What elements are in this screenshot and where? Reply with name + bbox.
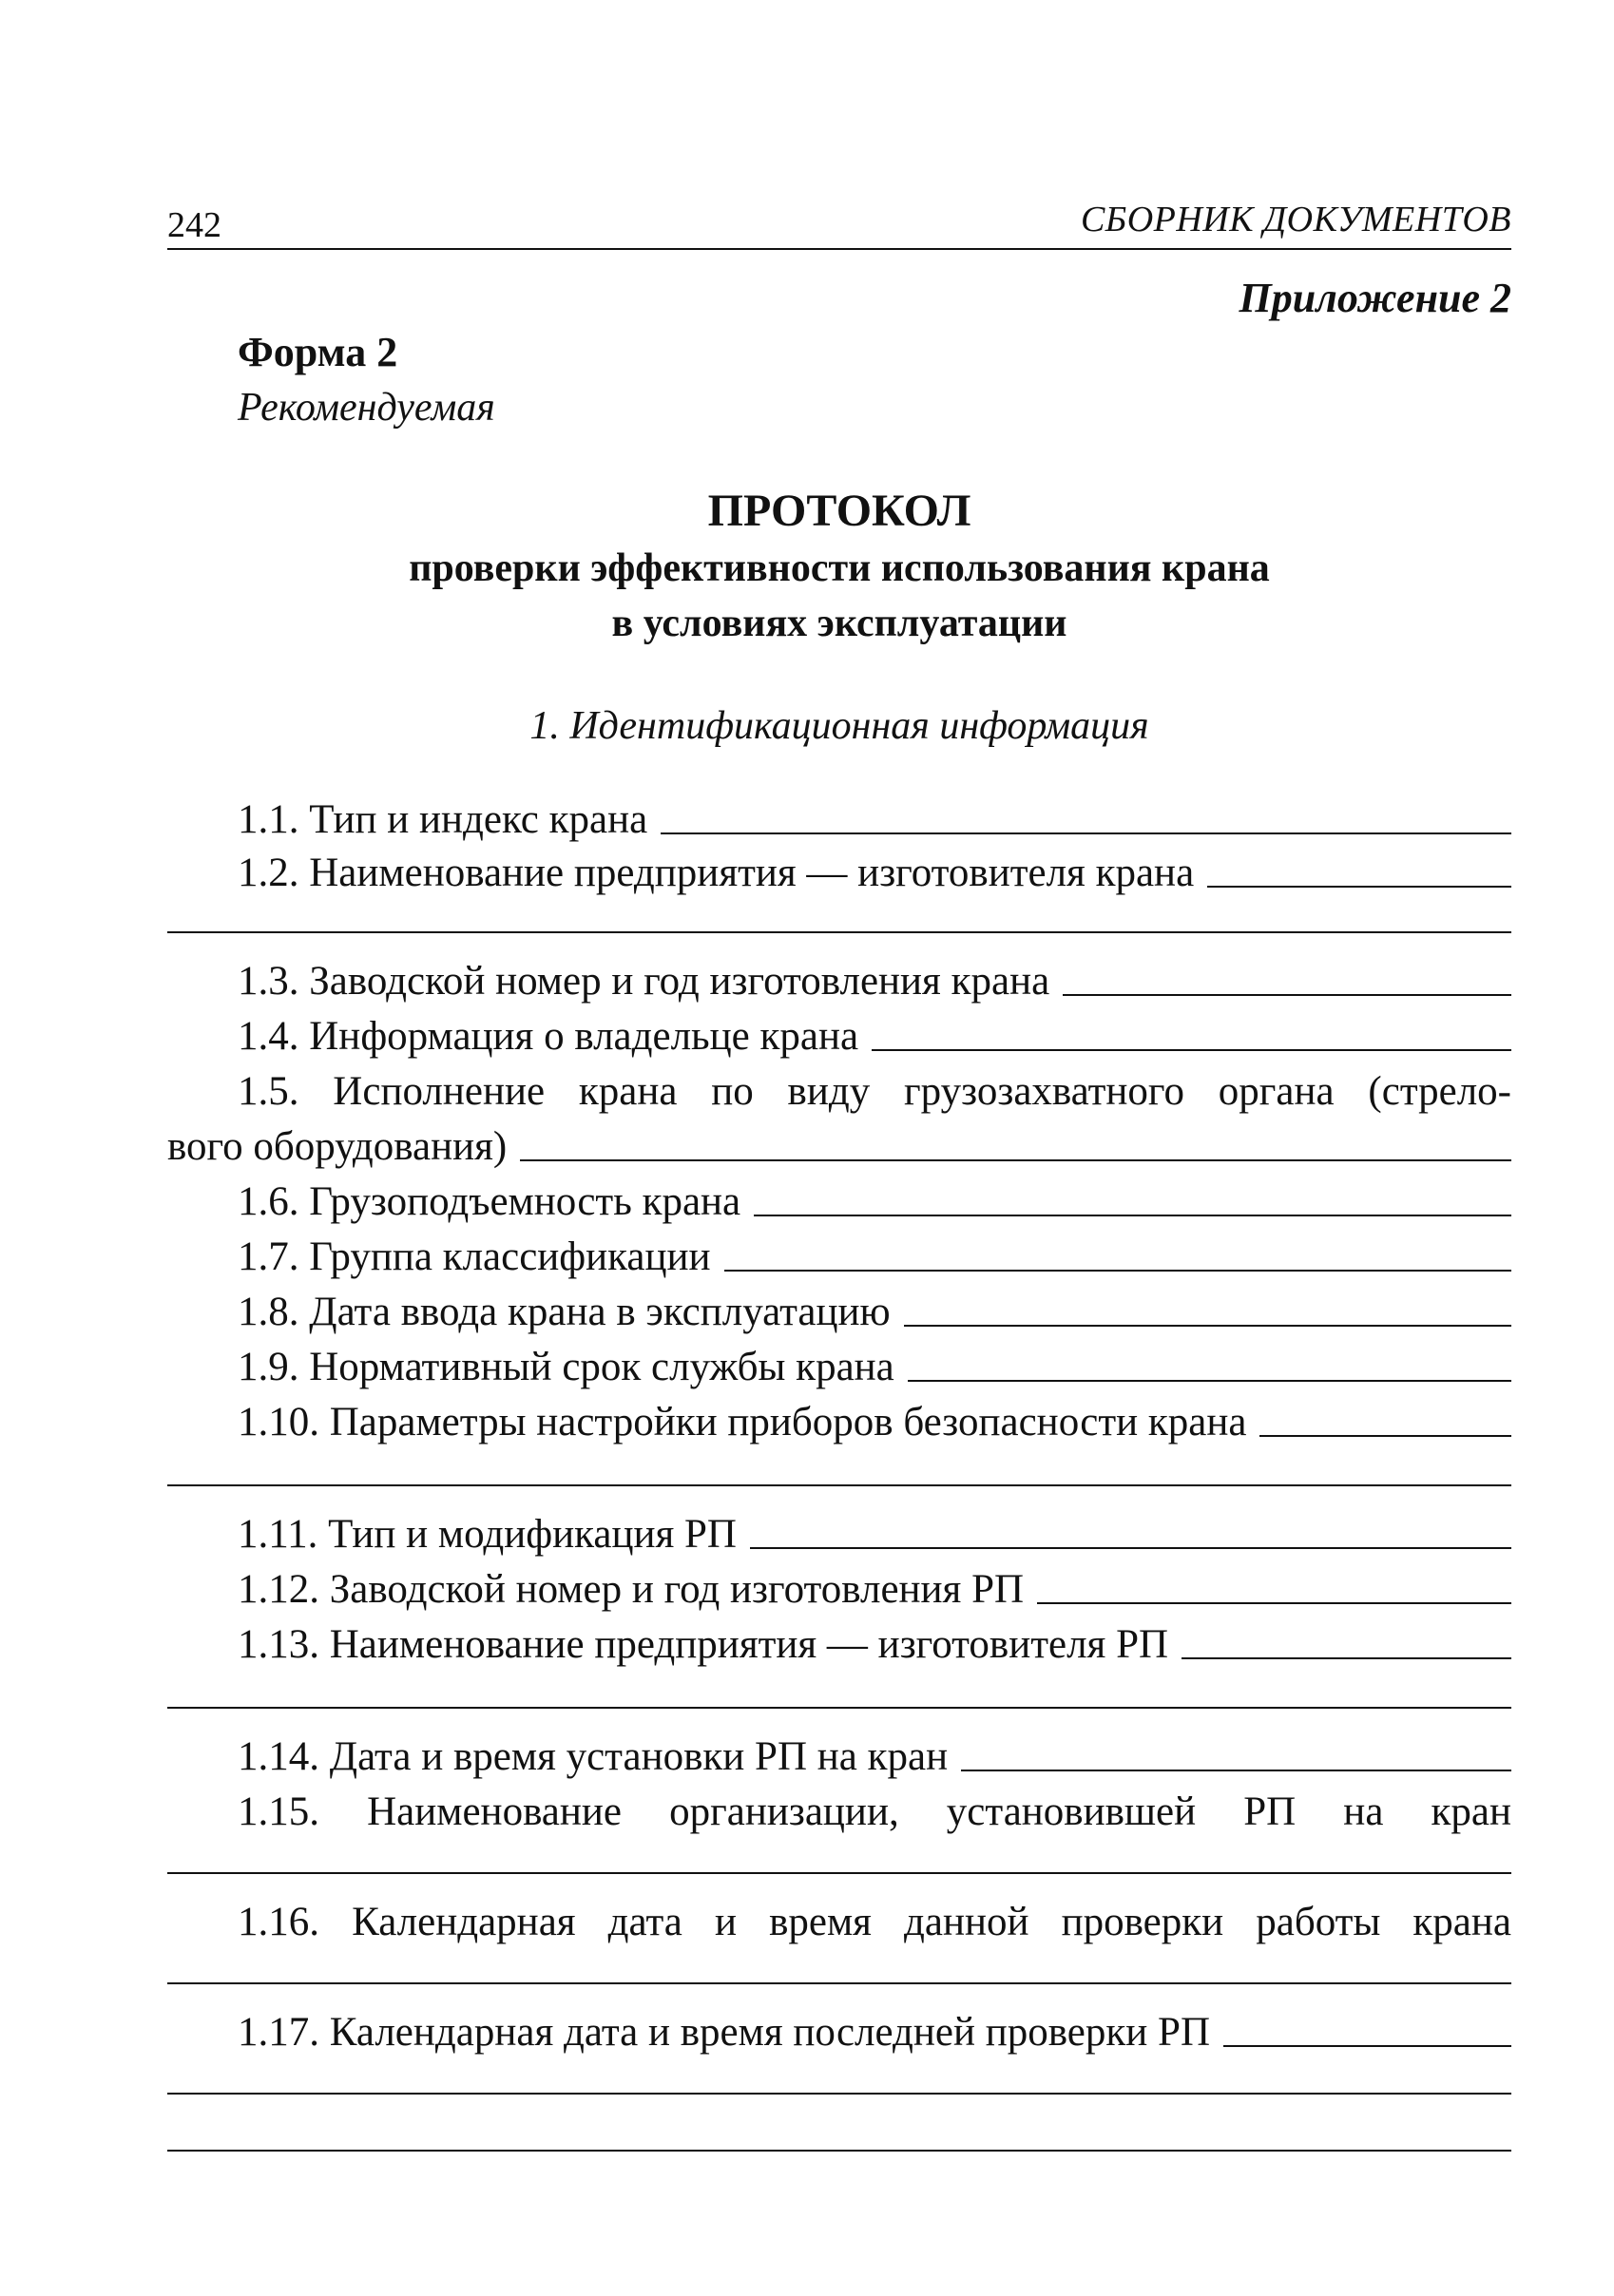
form-label: Форма 2 xyxy=(238,329,398,375)
form-item-1-2 xyxy=(167,842,1511,895)
form-item-1-1 xyxy=(167,789,1511,842)
fill-in-line[interactable] xyxy=(167,1484,1511,1486)
fill-in-line[interactable] xyxy=(961,1768,1511,1771)
form-item-1-16 xyxy=(167,1891,1511,1944)
fill-in-line[interactable] xyxy=(724,1268,1511,1272)
form-item-label: 1.16. Календарная дата и время данной проверки работы крана xyxy=(238,1899,1511,1944)
fill-in-line[interactable] xyxy=(167,2093,1511,2095)
fill-in-line[interactable] xyxy=(754,1213,1511,1216)
form-item-1-6 xyxy=(167,1171,1511,1224)
fill-in-line[interactable] xyxy=(520,1158,1511,1161)
form-note: Рекомендуемая xyxy=(238,386,495,430)
fill-in-line[interactable] xyxy=(1207,884,1511,888)
form-item-1-9 xyxy=(167,1336,1511,1389)
form-item-label: 1.14. Дата и время установки РП на кран xyxy=(238,1733,949,1779)
form-item-label: 1.11. Тип и модификация РП xyxy=(238,1511,737,1557)
page-number: 242 xyxy=(167,205,221,245)
fill-in-line[interactable] xyxy=(167,1872,1511,1874)
form-item-label: 1.13. Наименование предприятия — изготовителя РП xyxy=(238,1621,1169,1667)
form-item-1-3 xyxy=(167,950,1511,1004)
fill-in-line[interactable] xyxy=(904,1323,1511,1327)
form-item-label: 1.2. Наименование предприятия — изготовителя крана xyxy=(238,850,1195,895)
collection-title: СБОРНИК ДОКУМЕНТОВ xyxy=(1080,200,1511,239)
form-item-1-8 xyxy=(167,1281,1511,1334)
form-item-1-15 xyxy=(167,1781,1511,1834)
form-item-label: 1.9. Нормативный срок службы крана xyxy=(238,1344,894,1389)
form-item-label: 1.4. Информация о владельце крана xyxy=(238,1013,859,1059)
form-item-label: 1.8. Дата ввода крана в эксплуатацию xyxy=(238,1289,891,1334)
form-item-label: 1.15. Наименование организации, установившей РП на кран xyxy=(238,1789,1511,1834)
document-title: ПРОТОКОЛ xyxy=(707,486,971,536)
fill-in-line[interactable] xyxy=(167,2150,1511,2152)
fill-in-line[interactable] xyxy=(908,1378,1511,1382)
form-item-label: 1.5. Исполнение крана по виду грузозахватного органа (стрело- xyxy=(238,1068,1511,1114)
form-item-label: 1.7. Группа классификации xyxy=(238,1234,711,1279)
form-item-label: 1.17. Календарная дата и время последней проверки РП xyxy=(238,2009,1211,2055)
fill-in-line[interactable] xyxy=(167,1982,1511,1984)
fill-in-line[interactable] xyxy=(167,931,1511,933)
document-subtitle-line1: проверки эффективности использования крана xyxy=(409,546,1270,590)
fill-in-line[interactable] xyxy=(1259,1433,1511,1437)
fill-in-line[interactable] xyxy=(1063,992,1511,996)
fill-in-line[interactable] xyxy=(1182,1655,1511,1659)
fill-in-line[interactable] xyxy=(167,1707,1511,1709)
fill-in-line[interactable] xyxy=(661,831,1511,834)
form-item-1-10 xyxy=(167,1391,1511,1445)
form-item-1-14 xyxy=(167,1726,1511,1779)
running-header xyxy=(167,195,1511,250)
form-item-label: 1.10. Параметры настройки приборов безопасности крана xyxy=(238,1399,1247,1445)
form-item-1-11 xyxy=(167,1503,1511,1557)
form-item-label: вого оборудования) xyxy=(167,1123,508,1169)
section-heading: 1. Идентификационная информация xyxy=(529,704,1149,748)
form-item-label: 1.3. Заводской номер и год изготовления крана xyxy=(238,958,1050,1004)
document-subtitle-line2: в условиях эксплуатации xyxy=(611,602,1067,645)
form-item-1-5 xyxy=(167,1061,1511,1114)
fill-in-line[interactable] xyxy=(1223,2043,1511,2047)
fill-in-line[interactable] xyxy=(872,1047,1511,1051)
form-item-1-17 xyxy=(167,2001,1511,2055)
form-item-label: 1.12. Заводской номер и год изготовления РП xyxy=(238,1566,1025,1612)
form-item-1-7 xyxy=(167,1226,1511,1279)
form-item-1-5-continued xyxy=(167,1116,1511,1169)
fill-in-line[interactable] xyxy=(1037,1600,1511,1604)
form-item-1-13 xyxy=(167,1614,1511,1667)
form-item-1-12 xyxy=(167,1559,1511,1612)
form-item-label: 1.1. Тип и индекс крана xyxy=(238,796,648,842)
appendix-label: Приложение 2 xyxy=(1239,275,1511,321)
fill-in-line[interactable] xyxy=(750,1545,1511,1549)
form-item-1-4 xyxy=(167,1005,1511,1059)
form-item-label: 1.6. Грузоподъемность крана xyxy=(238,1178,741,1224)
